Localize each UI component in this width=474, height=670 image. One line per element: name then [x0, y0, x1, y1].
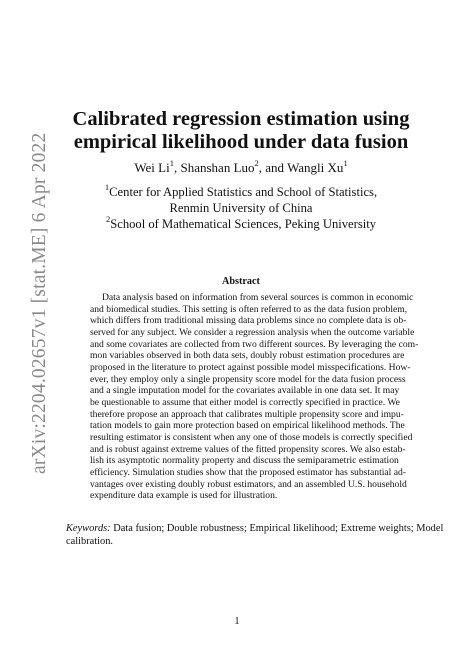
abstract-line: therefore propose an approach that calibrates multiple propensity score and impu- — [90, 408, 404, 420]
author-list — [60, 157, 422, 176]
abstract-body — [90, 292, 419, 502]
abstract-line: proposed in the literature to protect against possible model misspecifications. How- — [90, 361, 411, 373]
abstract-line: served for any subject. We consider a regression analysis when the outcome variable — [90, 326, 415, 338]
abstract-line: vantages over existing doubly robust estimators, and an assembled U.S. household — [90, 478, 407, 490]
keywords-text: Data fusion; Double robustness; Empirical likelihood; Extreme weights; Model — [110, 523, 444, 534]
author-name: Wangli Xu — [287, 160, 344, 175]
abstract-line: expenditure data example is used for illustration. — [90, 490, 278, 502]
abstract-line: which differs from traditional missing data problems since no complete data is ob- — [90, 315, 407, 327]
title-line-2: empirical likelihood under data fusion — [73, 131, 409, 153]
affiliation-2 — [60, 213, 422, 232]
abstract-line: Data analysis based on information from several sources is common in economic — [102, 292, 414, 303]
abstract-line: and some covariates are collected from two different sources. By leveraging the com- — [90, 338, 419, 350]
paper-title — [60, 108, 422, 154]
affiliations — [60, 181, 422, 232]
author-affiliation-mark: 2 — [254, 157, 259, 168]
abstract-line: tation models to gain more protection based on empirical likelihood methods. The — [90, 420, 405, 432]
author-name: Wei Li — [134, 160, 170, 175]
abstract-line: and is robust against extreme values of the fitted propensity scores. We also estab- — [90, 443, 406, 455]
abstract-line: resulting estimator is consistent when any one of those models is correctly specified — [90, 431, 413, 443]
affiliation-1-line-2: Renmin University of China — [169, 201, 313, 215]
keywords-label: Keywords: — [66, 523, 111, 534]
author-affiliation-mark: 1 — [169, 157, 174, 168]
abstract-line: and a single imputation model for the covariates available in one data set. It may — [90, 385, 400, 397]
author-name: Shanshan Luo — [180, 160, 255, 175]
affiliation-text: Center for Applied Statistics and School of Statistics, — [109, 185, 378, 199]
title-line-1: Calibrated regression estimation using — [72, 108, 410, 130]
abstract-line: and biomedical studies. This setting is often referred to as the data fusion problem, — [90, 303, 408, 315]
author-separator: , and — [258, 160, 288, 175]
arxiv-identifier[interactable]: arXiv:2204.02657v1 [stat.ME] 6 Apr 2022 — [29, 132, 50, 474]
author-separator: , — [173, 160, 181, 175]
abstract-heading: Abstract — [222, 276, 260, 287]
keywords-line-1 — [66, 522, 444, 535]
keywords-line-2: calibration. — [66, 536, 114, 547]
affiliation-1-line-1 — [60, 181, 422, 200]
abstract-line: ever, they employ only a single propensity score model for the data fusion process — [90, 373, 406, 385]
abstract-line: efficiency. Simulation studies show that the proposed estimator has substantial ad- — [90, 466, 406, 478]
page-number: 1 — [234, 616, 240, 627]
abstract-line: be questionable to assume that either model is correctly specified in practice. We — [90, 396, 400, 408]
abstract-line: mon variables observed in both data sets, doubly robust estimation procedures are — [90, 350, 405, 362]
keywords — [66, 522, 444, 548]
abstract-line: lish its asymptotic normality property and discuss the semiparametric estimation — [90, 455, 399, 467]
affiliation-mark: 1 — [104, 181, 110, 192]
affiliation-mark: 2 — [105, 213, 111, 224]
affiliation-text: School of Mathematical Sciences, Peking University — [110, 217, 377, 231]
author-affiliation-mark: 1 — [343, 157, 348, 168]
